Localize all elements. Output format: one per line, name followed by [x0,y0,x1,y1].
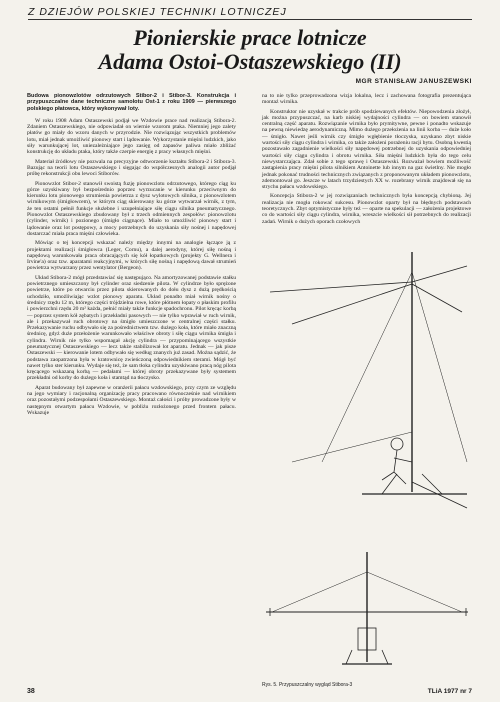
body-paragraph: Koncepcja Stibora-2 w jej rozwiązaniach technicznych była koncepcją chybioną. Jej realizacja nie mogła rokować sukcesu. Pionowzlot oparty był na błędnych podstawach teoretycznych. Zbyt optymistyczne były też — oparte na spekulacji — założenia projektowe co do wartości siły ciągu cylindra, wirnika, wreszcie wielkości sił potrzebnych do realizacji zadań. Wirnik o dużych oporach czołowych [262,193,471,225]
figure-caption: Rys. 5. Przypuszczalny wygląd Stibora-3 [262,682,353,688]
body-paragraph: Układ Stibora-2 mógł przedstawiać się następująco. Na amortyzowanej podstawie stałku powietrznego umieszczony był cylinder oraz siedzenie pilota. W cylindrze było sprężone powietrze, które po otwarciu przez pilota skierowanych do dołu dysz z dużą prędkością uchodziło, umożliwiając wzlot pionowy aparatu. Układ ponadto miał wirnik nośny o średnicy rzędu 12 m, którego części trójdzielna rowe, które płótnem łopaty o płaskim profilu i powierzchni rzędu 20 m² każda, pełnić miały także funkcje spadochronu. Pilot kręcąc korbą — poprzez system kół zębatych i przekładni pasowych — nie tylko wprawiał w ruch wirnik, ale i przekazywał ruch obrotowy na śmigło umieszczone w centralnej części stałku. Przekazywanie ruchu odbywało się za pośrednictwem tzw. dużego koła, które miało znaczną średnicę, gdyż duże przełożenie warunkowało właściwe obroty i siłę ciągu wirnika śmigła i cylindra. Wirnik nie tylko wspomagał akcję cylindra — przypominającego wszystkie pneumatycznej Ostaszewskiego — lecz także stabilizował lot aparatu. Jednak — jak pisze Ostaszewski — kierowanie lotem odbywało się według znanych już zasad. Można sądzić, że podstawa zaopatrzona była w kratownicę zwieńczoną odpowiednikiem sterami. Mógł być nawet tylko ster kierunku. Wydaje się też, że sam tłoka cylindra uzyskiwano pracą nóg pilota kręcącego wskazaną korbą — pedałami — której obroty przekazywane były systemem przekładni od korby do dużego koła i stamtąd na tłoczysko. [27,274,236,382]
right-column [262,93,471,228]
body-paragraph: Aparat budowany był zapewne w oranżerii pałacu wzdowskiego, przy czym ze względu na jego wymiary i racjonalną organizację pracy pracowano równocześnie nad wirnikiem oraz pozostałymi podzespołami Ostaszewskiego. Montaż całości i próby prowadzone były w następnym otwartym pałacu Wzdowie, w pobliżu rozłożonego przed frontem pałacu. Wskazuje [27,384,236,416]
lead-paragraph: Budowa pionowzlotów odrzutowych Stibor-2 i Stibor-3. Konstrukcja i przypuszczalne dane techniczne samolotu Ost-1 z roku 1909 — pierwszego polskiego płatowca, który wykonywał loty. [27,93,236,112]
rotorcraft-drawing [262,232,474,676]
magazine-issue: TLiA 1977 nr 7 [427,688,472,695]
body-paragraph: Konstruktor nie uzyskał w trakcie prób spodziewanych efektów. Niepowodzenia złożył, jak można przypuszczać, na karb niskiej wydajności cylindra — on bowiem stanowił centralną część aparatu. Rozwiązanie wirnika było prymitywne, pewne i ponadto wskazuje na pewną niewiedzę aerodynamiczną. Mimo dużego przełożenia na linii korba — duże koło — śmigło. Nawet jeśli wirnik czy śmigło wgłębienie tłoczyska, uzyskano zbyt niskie wartości siły ciągu cylindra i wirnika, co także założeni porażeniu racji bytu. Osobną kwestią pozostawało zagadnienie wielkości siły napędowej potrzebnej do uzyskania odpowiedniej wartości siły ciągu cylindra i obrotu wirnika. Siła mięśni ludzkich była do tego celu niewystarczająca. Zdał sobie z tego sprawę i Ostaszewski. Rozważał bowiem możliwość zastąpienia pracy mięśni pilota silnikiem Antoinette lub innym na gaz świetlny. Nie mogło jednak pokonać trudności technicznych związanych z proponowanym układem pionowzlotu, zdemontował go. Jeszcze w latach trzydziestych XX w. rozebrany wirnik znajdował się na strychu pałacu wzdowskiego. [262,108,471,191]
rotor-blade [270,282,412,292]
stibor-3-illustration [262,232,474,676]
title-line-1: Pionierskie prace lotnicze [133,25,367,50]
body-paragraph: Materiał źródłowy nie pozwala na precyzyjne odtworzenie kształtu Stibora-2 i Stibora-3. Bazując na teorii lotu Ostaszewskiego i sięgając do współczesnych analogii autor podjął próbę rekonstrukcji obu lewoci Stiborów. [27,158,236,178]
body-paragraph: Mówiąc o tej koncepcji wskazać należy między innymi na analogie łączące ją z projektami realizacji śmigłowca (Leger, Cornu), a dalej aerodyny, której siłę nośną i napędową warunkowała praca obracających się kół łopatkowych (projekty G. Wellnera i Irvine'a) oraz tzw. aparatami reakcyjnymi, w których siłę nośną i napędową dawał strumień powietrza wytwarzany przez wentylator (Bergeon). [27,240,236,272]
section-heading: Z DZIEJÓW POLSKIEJ TECHNIKI LOTNICZEJ [28,6,472,20]
left-column [27,93,236,419]
article-title [28,26,472,74]
body-paragraph: Pionowzlot Stibor-2 stanowił swoistą fuzję pionowzlotu odrzutowego, którego ciąg ku górze uzyskiwany był bezpośrednio poprzez wyrzucanie w kierunku przeciwnym do kierunku lotu pionowego strumienia powietrza z dysz wylotowych silnika, z pionowzlotem wirnikowym (śmigłowcem), w którym ciąg skierowany ku górze wytwarzał wirnik, z tym, że ten ostatni pełnił funkcje służebne i uzupełniające siłę ciągu silnika pneumatycznego. Pionowzlot Ostaszewskiego zbudowany był z trzech odmiennych zespołów: pionowzlotu (cylinder, wirnik) i pozionego (śmigło ciągnące). Miało to umożliwić pionowy start i lądowanie oraz lot postępowy, a mocy potrzebnych do uzyskania siły nośnej i napędowej dostarczać miała praca mięśni człowieka. [27,180,236,237]
page-number: 38 [27,688,35,695]
body-paragraph: W roku 1908 Adam Ostaszewski podjął we Wzdowie prace nad realizacją Stibora-2. Zdaniem Ostaszewskiego, nie odpowiadał on wiernie wzorom ptaka. Niemniej jego zalety płatów go miały do wzoru danych w przyrodzie. Nie rozwiązując wszystkich problemów lotu, miał jednak umożliwić pionowy start i lądowanie. Wykorzystanie mięśni ludzkich, jako siły warunkującej lot, uniezależniające jego zasięg od zapasów paliwa miało zbliżać konstrukcję do układu ptaka, który także czerpie energię z pracy własnych mięśni. [27,117,236,156]
rotor-blade [412,266,467,282]
pilot-figure [391,438,403,450]
article-author: MGR STANISŁAW JANUSZEWSKI [355,78,472,85]
body-paragraph: na to nie tylko przeprowadzona wizja lokalna, lecz i zachowana fotografia prezentująca montaż wirnika. [262,93,471,106]
title-line-2: Adama Ostoi-Ostaszewskiego (II) [98,49,402,74]
rotor-spar [292,284,412,324]
